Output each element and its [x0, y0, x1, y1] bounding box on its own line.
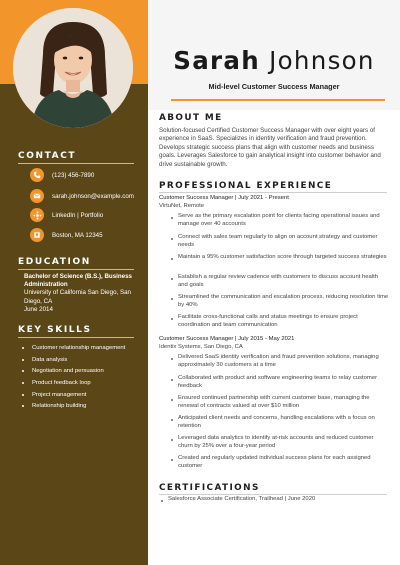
job-1-company: VirtuNet, Remote: [159, 203, 205, 209]
skills-divider: [18, 337, 134, 338]
bullet-icon: [171, 379, 173, 381]
candidate-name: [148, 46, 400, 75]
bullet-icon: [171, 399, 173, 401]
job-2-bullet: Leveraged data analytics to identify at-risk accounts and reduced customer churn by 25% over a four-year period: [178, 435, 374, 449]
contact-heading: CONTACT: [18, 151, 77, 161]
skill-item: Negotiation and persuasion: [22, 365, 125, 377]
contact-phone-row: [30, 168, 94, 182]
contact-links[interactable]: LinkedIn | Portfolio: [52, 211, 104, 219]
profile-photo: [13, 8, 133, 128]
share-icon: [30, 208, 44, 222]
skill-item: Relationship building: [22, 400, 125, 412]
job-1-bullet: Connect with sales team regularly to align on account strategy and customer needs: [178, 234, 378, 248]
contact-phone: (123) 456-7890: [52, 171, 95, 179]
contact-location: Boston, MA 12345: [52, 231, 103, 239]
certifications-divider: [159, 494, 387, 495]
bullet-icon: [22, 405, 24, 407]
job-1-bullet: Facilitate cross-functional calls and status meetings to ensure project coordination and team communication: [178, 314, 358, 328]
about-heading: ABOUT ME: [159, 113, 223, 123]
certification-item: Salesforce Associate Certification, Trailhead | June 2020: [168, 496, 316, 502]
job-1-bullet: Establish a regular review cadence with customers to discuss account health and goals: [178, 274, 379, 288]
bullet-icon: [171, 419, 173, 421]
bullet-icon: [22, 370, 24, 372]
job-1-bullet: Maintain a 95% customer satisfaction score through targeted success strategies: [178, 254, 387, 260]
bullet-icon: [171, 298, 173, 300]
bullet-icon: [161, 500, 163, 502]
bullet-icon: [22, 382, 24, 384]
location-icon: [30, 228, 44, 242]
education-date: June 2014: [24, 305, 53, 313]
job-1-title: Customer Success Manager | July 2021 - Present: [159, 195, 289, 201]
skills-heading: KEY SKILLS: [18, 325, 92, 335]
bullet-icon: [171, 278, 173, 280]
email-icon: [30, 189, 44, 203]
job-1-bullet: Streamlined the communication and escalation process, reducing resolution time by 40%: [178, 294, 389, 308]
skills-list: [22, 342, 125, 412]
job-2-company: Identix Systems, San Diego, CA: [159, 344, 243, 350]
title-underline: [171, 99, 385, 101]
job-2-bullet: Anticipated client needs and concerns, handling escalations with a focus on retention: [178, 415, 375, 429]
education-heading: EDUCATION: [18, 257, 91, 267]
skill-item: Customer relationship management: [22, 342, 125, 354]
bullet-icon: [22, 359, 24, 361]
skill-item: Project management: [22, 389, 125, 401]
contact-location-row: [30, 228, 103, 242]
bullet-icon: [171, 439, 173, 441]
bullet-icon: [171, 318, 173, 320]
bullet-icon: [171, 258, 173, 260]
job-2-bullet: Ensured continued partnership with current customer base, managing the renewal of contracts valued at over $10 million: [178, 395, 370, 409]
job-2-bullet: Collaborated with product and software engineering teams to relay customer feedback: [178, 375, 378, 389]
education-divider: [18, 269, 134, 270]
education-entry: [24, 273, 142, 314]
job-1-bullet: Serve as the primary escalation point for clients facing operational issues and manage over 40 accounts: [178, 213, 380, 227]
bullet-icon: [171, 358, 173, 360]
education-degree: Bachelor of Science (B.S.), Business Administration: [24, 273, 132, 289]
bullet-icon: [22, 394, 24, 396]
job-title: Mid-level Customer Success Manager: [208, 82, 340, 91]
contact-email-row: [30, 189, 134, 203]
contact-links-row: [30, 208, 103, 222]
job-2-title: Customer Success Manager | July 2015 - May 2021: [159, 336, 295, 342]
job-2-bullet: Delivered SaaS identity verification and fraud prevention solutions, managing approximately 30 customers at a time: [178, 354, 379, 368]
education-school: University of California San Diego, San Diego, CA: [24, 289, 131, 305]
bullet-icon: [171, 217, 173, 219]
contact-divider: [18, 163, 134, 164]
bullet-icon: [22, 347, 24, 349]
skill-item: Data analysis: [22, 354, 125, 366]
first-name: Sarah: [173, 46, 260, 75]
bullet-icon: [171, 459, 173, 461]
experience-heading: PROFESSIONAL EXPERIENCE: [159, 181, 333, 191]
certifications-heading: CERTIFICATIONS: [159, 483, 260, 493]
skill-item: Product feedback loop: [22, 377, 125, 389]
about-text: Solution-focused Certified Customer Success Manager with over eight years of experience in SaaS. Specializes in identity verification and fraud prevention. Develops strategic success plans that align with customer needs and business goals. Leverages Salesforce to gain analytical insight into customer behavior and drive sustainable growth.: [159, 127, 381, 168]
contact-email[interactable]: sarah.johnson@example.com: [52, 192, 134, 200]
bullet-icon: [171, 238, 173, 240]
phone-icon: [30, 168, 44, 182]
last-name: Johnson: [269, 46, 375, 75]
job-2-bullet: Created and regularly updated individual success plans for each assigned customer: [178, 455, 371, 469]
experience-divider: [159, 192, 387, 193]
